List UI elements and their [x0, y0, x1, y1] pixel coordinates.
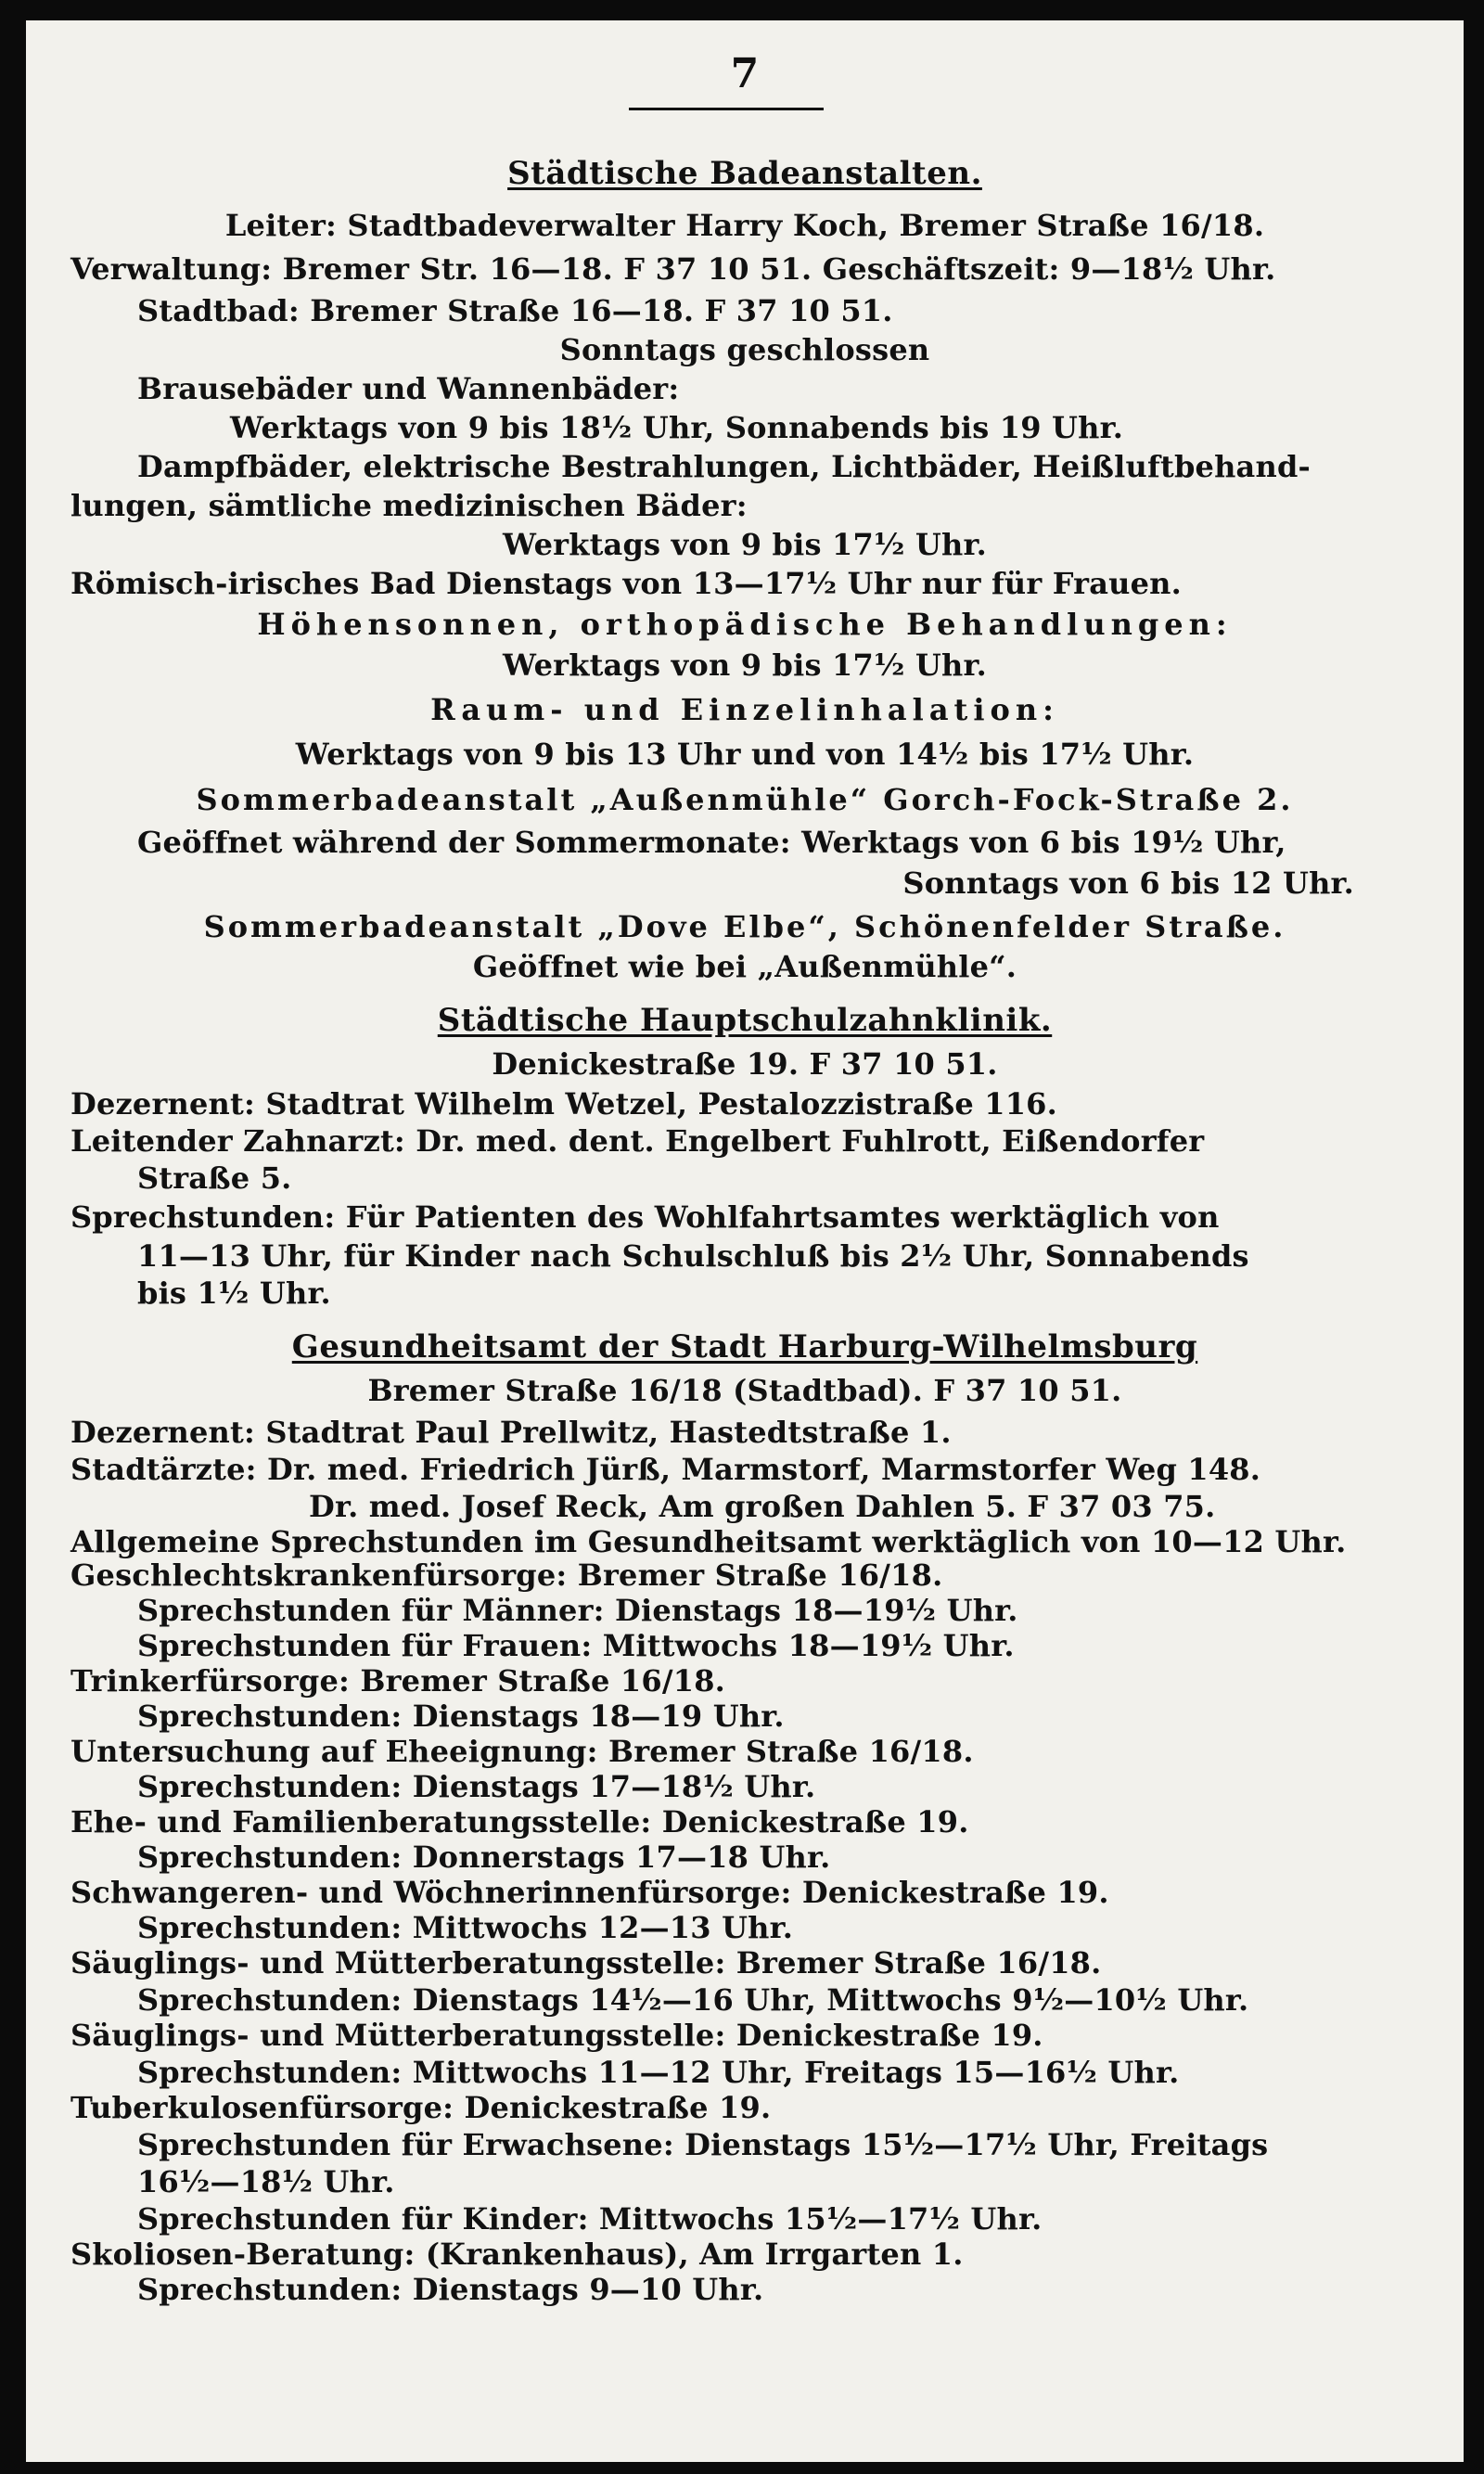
text-eheberatung: Ehe- und Familienberatungsstelle: Denickestraße 19.: [70, 1804, 969, 1839]
text-stadtbad: Stadtbad: Bremer Straße 16—18. F 37 10 51.: [137, 293, 893, 328]
text-gesundheitsamt-dezernent: Dezernent: Stadtrat Paul Prellwitz, Hastedtstraße 1.: [70, 1415, 952, 1450]
text-trinker-sprech: Sprechstunden: Dienstags 18—19 Uhr.: [137, 1698, 785, 1734]
text-hoehensonnen-zeit: Werktags von 9 bis 17½ Uhr.: [503, 647, 987, 683]
text-hoehensonnen: Höhensonnen, orthopädische Behandlungen:: [257, 607, 1233, 642]
text-tuberkulose-kinder: Sprechstunden für Kinder: Mittwochs 15½—17½ Uhr.: [137, 2201, 1043, 2237]
text-skoliosen-beratung: Skoliosen-Beratung: (Krankenhaus), Am Irrgarten 1.: [70, 2237, 964, 2272]
text-zahnarzt-1: Leitender Zahnarzt: Dr. med. dent. Engelbert Fuhlrott, Eißendorfer: [70, 1123, 1205, 1159]
text-geschlecht-frauen: Sprechstunden für Frauen: Mittwochs 18—19½ Uhr.: [137, 1628, 1015, 1663]
text-dampfbaeder-2: lungen, sämtliche medizinischen Bäder:: [70, 488, 748, 523]
text-skoliosen-sprech: Sprechstunden: Dienstags 9—10 Uhr.: [137, 2272, 764, 2307]
text-zahnklinik-sprech-2: 11—13 Uhr, für Kinder nach Schulschluß bis 2½ Uhr, Sonnabends: [137, 1238, 1249, 1274]
text-inhalation-zeit: Werktags von 9 bis 13 Uhr und von 14½ bis 17½ Uhr.: [295, 737, 1195, 772]
text-aussenmuehle-zeit-2: Sonntags von 6 bis 12 Uhr.: [902, 865, 1354, 901]
text-geschlecht-maenner: Sprechstunden für Männer: Dienstags 18—19½ Uhr.: [137, 1593, 1018, 1628]
text-trinkerfuersorge: Trinkerfürsorge: Bremer Straße 16/18.: [70, 1663, 726, 1698]
text-saeuglingsberatung-2-sprech: Sprechstunden: Mittwochs 11—12 Uhr, Freitags 15—16½ Uhr.: [137, 2055, 1180, 2090]
text-eheberatung-sprech: Sprechstunden: Donnerstags 17—18 Uhr.: [137, 1839, 831, 1875]
text-schwangeren-sprech: Sprechstunden: Mittwochs 12—13 Uhr.: [137, 1910, 794, 1945]
text-schwangerenfuersorge: Schwangeren- und Wöchnerinnenfürsorge: Denickestraße 19.: [70, 1875, 1109, 1910]
text-allgemeine-sprechstunden: Allgemeine Sprechstunden im Gesundheitsamt werktäglich von 10—12 Uhr.: [70, 1524, 1347, 1559]
text-dove-elbe-zeit: Geöffnet wie bei „Außenmühle“.: [472, 949, 1017, 984]
text-tuberkulose-erwachsene-1: Sprechstunden für Erwachsene: Dienstags 15½—17½ Uhr, Freitags: [137, 2127, 1269, 2162]
page-number-rule: [629, 108, 824, 110]
text-leiter: Leiter: Stadtbadeverwalter Harry Koch, Bremer Straße 16/18.: [224, 208, 1265, 243]
text-stadtaerzte-1: Stadtärzte: Dr. med. Friedrich Jürß, Marmstorf, Marmstorfer Weg 148.: [70, 1452, 1261, 1487]
section-heading-zahnklinik: Städtische Hauptschulzahnklinik.: [437, 1002, 1053, 1039]
text-saeuglingsberatung-2: Säuglings- und Mütterberatungsstelle: Denickestraße 19.: [70, 2018, 1043, 2053]
text-zahnklinik-address: Denickestraße 19. F 37 10 51.: [492, 1046, 998, 1082]
text-brausebaeder: Brausebäder und Wannenbäder:: [137, 371, 680, 406]
text-gesundheitsamt-address: Bremer Straße 16/18 (Stadtbad). F 37 10 51.: [367, 1373, 1122, 1408]
section-heading-gesundheitsamt: Gesundheitsamt der Stadt Harburg-Wilhelmsburg: [291, 1328, 1198, 1365]
text-zahnklinik-dezernent: Dezernent: Stadtrat Wilhelm Wetzel, Pestalozzistraße 116.: [70, 1086, 1057, 1122]
text-eheeignung-sprech: Sprechstunden: Dienstags 17—18½ Uhr.: [137, 1769, 816, 1804]
text-geschlechtskrankenfuersorge: Geschlechtskrankenfürsorge: Bremer Straße 16/18.: [70, 1557, 943, 1593]
page-number: 7: [730, 50, 760, 97]
text-dampfbaeder-1: Dampfbäder, elektrische Bestrahlungen, Lichtbäder, Heißluftbehand-: [137, 449, 1311, 484]
text-tuberkulose-erwachsene-2: 16½—18½ Uhr.: [137, 2164, 395, 2199]
text-zahnklinik-sprech-3: bis 1½ Uhr.: [137, 1275, 331, 1311]
text-stadtaerzte-2: Dr. med. Josef Reck, Am großen Dahlen 5. F 37 03 75.: [309, 1489, 1216, 1524]
text-brausebaeder-zeit: Werktags von 9 bis 18½ Uhr, Sonnabends bis 19 Uhr.: [230, 410, 1124, 445]
text-verwaltung: Verwaltung: Bremer Str. 16—18. F 37 10 51. Geschäftszeit: 9—18½ Uhr.: [70, 251, 1276, 287]
text-zahnarzt-2: Straße 5.: [137, 1160, 292, 1196]
text-inhalation: Raum- und Einzelinhalation:: [430, 692, 1059, 727]
section-heading-badeanstalten: Städtische Badeanstalten.: [507, 155, 982, 192]
document-page: [26, 20, 1464, 2462]
text-aussenmuehle-zeit-1: Geöffnet während der Sommermonate: Werktags von 6 bis 19½ Uhr,: [137, 825, 1286, 860]
text-saeuglingsberatung-1-sprech: Sprechstunden: Dienstags 14½—16 Uhr, Mittwochs 9½—10½ Uhr.: [137, 1982, 1249, 2018]
text-eheeignung: Untersuchung auf Eheeignung: Bremer Straße 16/18.: [70, 1734, 974, 1769]
text-roemisch-irisch: Römisch-irisches Bad Dienstags von 13—17½ Uhr nur für Frauen.: [70, 566, 1182, 601]
text-aussenmuehle: Sommerbadeanstalt „Außenmühle“ Gorch-Fock-Straße 2.: [196, 782, 1294, 817]
text-sonntags-geschlossen: Sonntags geschlossen: [559, 332, 930, 367]
text-tuberkulosenfuersorge: Tuberkulosenfürsorge: Denickestraße 19.: [70, 2090, 772, 2125]
text-saeuglingsberatung-1: Säuglings- und Mütterberatungsstelle: Bremer Straße 16/18.: [70, 1945, 1102, 1980]
text-dove-elbe: Sommerbadeanstalt „Dove Elbe“, Schönenfelder Straße.: [203, 909, 1286, 944]
text-zahnklinik-sprech-1: Sprechstunden: Für Patienten des Wohlfahrtsamtes werktäglich von: [70, 1199, 1220, 1235]
text-dampfbaeder-zeit: Werktags von 9 bis 17½ Uhr.: [503, 527, 987, 562]
